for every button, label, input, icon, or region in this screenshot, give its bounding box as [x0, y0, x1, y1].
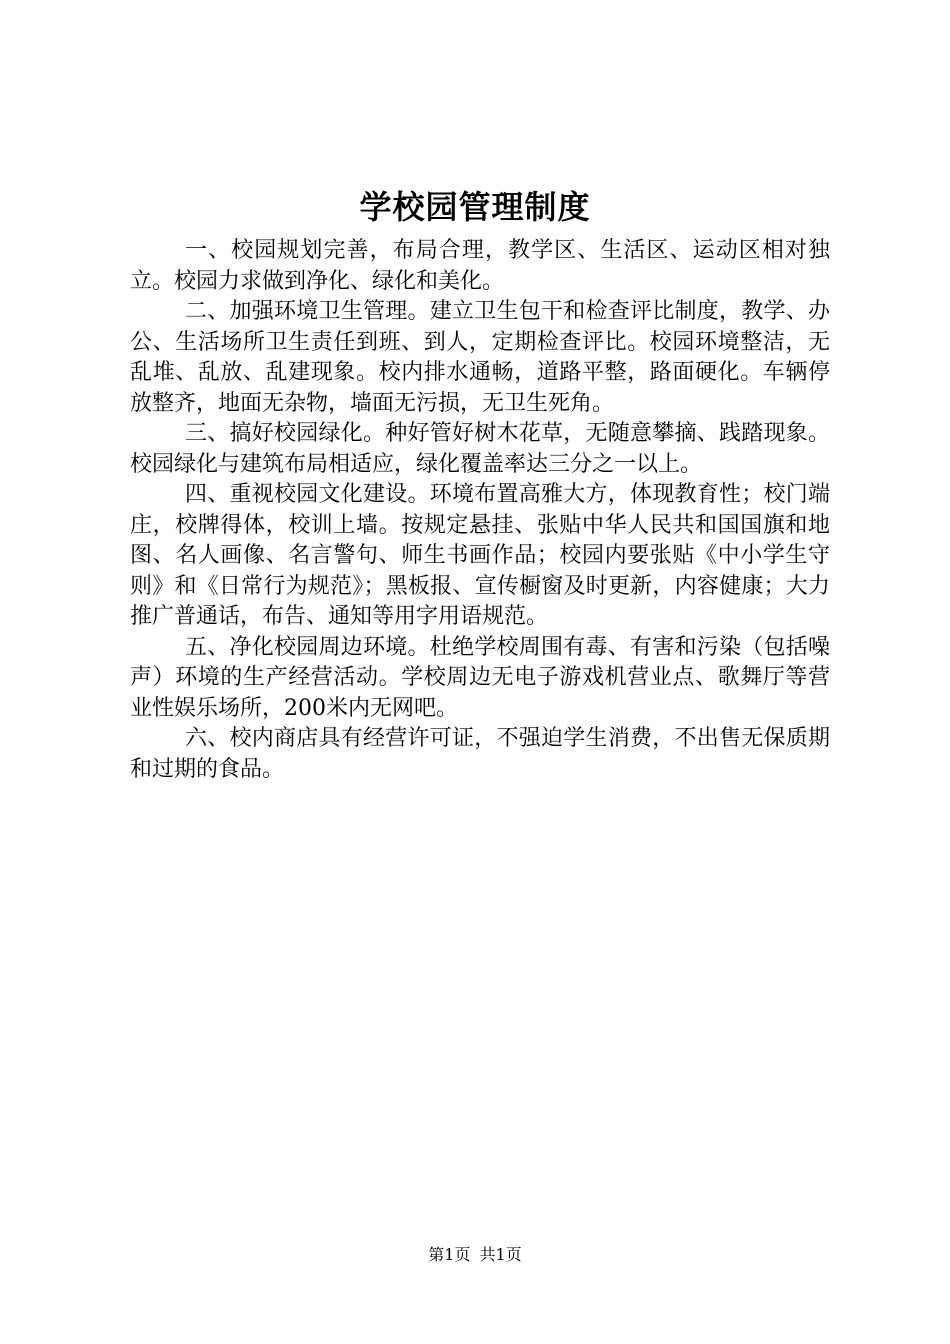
- paragraph-1: 一、校园规划完善，布局合理，教学区、生活区、运动区相对独立。校园力求做到净化、绿化和美化。: [130, 238, 830, 294]
- paragraph-5: 五、净化校园周边环境。杜绝学校周围有毒、有害和污染（包括噪声）环境的生产经营活动。学校周边无电子游戏机营业点、歌舞厅等营业性娱乐场所，200米内无网吧。: [130, 634, 830, 721]
- paragraph-4: 四、重视校园文化建设。环境布置高雅大方，体现教育性；校门端庄，校牌得体，校训上墙。按规定悬挂、张贴中华人民共和国国旗和地图、名人画像、名言警句、师生书画作品；校园内要张贴《中小学生守则》和《日常行为规范》；黑板报、宣传橱窗及时更新，内容健康；大力推广普通话，布告、通知等用字用语规范。: [130, 482, 830, 629]
- paragraph-3: 三、搞好校园绿化。种好管好树木花草，无随意攀摘、践踏现象。校园绿化与建筑布局相适应，绿化覆盖率达三分之一以上。: [130, 421, 830, 477]
- document-title: 学校园管理制度: [359, 188, 591, 226]
- paragraph-6: 六、校内商店具有经营许可证，不强迫学生消费，不出售无保质期和过期的食品。: [130, 726, 830, 782]
- page-number-footer: 第1页 共1页: [428, 1245, 522, 1264]
- document-body: [130, 236, 830, 785]
- paragraph-2: 二、加强环境卫生管理。建立卫生包干和检查评比制度，教学、办公、生活场所卫生责任到班、到人，定期检查评比。校园环境整洁，无乱堆、乱放、乱建现象。校内排水通畅，道路平整，路面硬化。车辆停放整齐，地面无杂物，墙面无污损，无卫生死角。: [130, 299, 830, 416]
